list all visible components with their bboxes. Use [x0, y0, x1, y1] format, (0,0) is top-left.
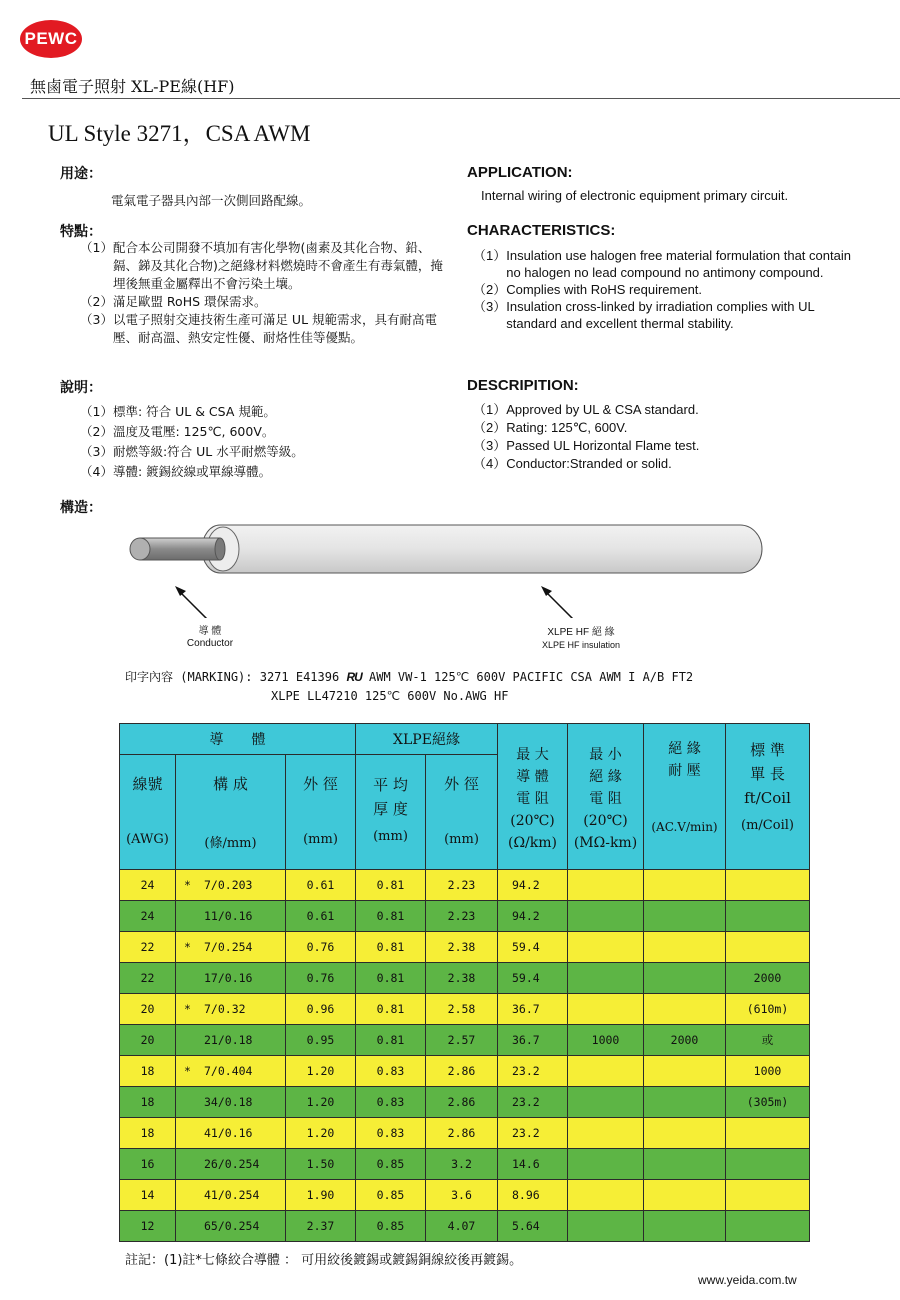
- cell-res: 23.2: [498, 1087, 568, 1118]
- composition-value: 11/0.16: [204, 909, 253, 923]
- table-row: [120, 1056, 810, 1087]
- cell-len: 2000: [726, 963, 810, 994]
- item-text: 配合本公司開發不填加有害化學物(鹵素及其化合物、鉛、鎘、銻及其化合物)之絕緣材料燃燒時不會產生有毒氣體，掩埋後無重金屬釋出不會污染土壤。: [112, 240, 443, 291]
- voltage-header: [644, 724, 726, 870]
- insulation-label-zh: XLPE HF 絕 緣: [547, 627, 615, 638]
- cell-res: 36.7: [498, 1025, 568, 1056]
- cell-ins-od: 2.23: [426, 870, 498, 901]
- characteristic-item-zh: [80, 311, 450, 347]
- cell-awg: 24: [120, 901, 176, 932]
- cell-awg: 20: [120, 1025, 176, 1056]
- cell-awg: 24: [120, 870, 176, 901]
- description-item-zh: [80, 462, 440, 482]
- description-heading-en: DESCRIPITION:: [467, 377, 579, 394]
- cell-awg: 16: [120, 1149, 176, 1180]
- cell-res: 36.7: [498, 994, 568, 1025]
- description-list-zh: [80, 402, 440, 482]
- composition-value: 41/0.16: [204, 1126, 253, 1140]
- item-number: （3）: [473, 299, 507, 314]
- page-title: UL Style 3271，CSA AWM: [48, 121, 311, 146]
- construction-heading: 構造：: [60, 500, 102, 516]
- characteristic-item-zh: [80, 293, 450, 311]
- cell-ins-res: [568, 1087, 644, 1118]
- cell-volt: [644, 1180, 726, 1211]
- marking-label: 印字內容: [125, 670, 174, 684]
- cell-awg: 14: [120, 1180, 176, 1211]
- cell-volt: [644, 963, 726, 994]
- cell-ins-od: 2.86: [426, 1056, 498, 1087]
- item-number: （3）: [80, 444, 113, 459]
- cell-awg: 18: [120, 1056, 176, 1087]
- xlpe-group-header: XLPE絕緣: [356, 724, 498, 755]
- table-row: [120, 901, 810, 932]
- cell-comp: [176, 1087, 286, 1118]
- cell-ins-od: 3.2: [426, 1149, 498, 1180]
- cell-ins-res: [568, 1180, 644, 1211]
- cell-res: 94.2: [498, 870, 568, 901]
- item-text: Approved by UL & CSA standard.: [506, 402, 699, 417]
- standard-length-header: [726, 724, 810, 870]
- table-row: [120, 1149, 810, 1180]
- conductor-label: [170, 626, 250, 650]
- cell-volt: [644, 994, 726, 1025]
- cell-ins-od: 2.57: [426, 1025, 498, 1056]
- header-divider: [22, 98, 900, 99]
- cell-res: 5.64: [498, 1211, 568, 1242]
- characteristic-item-zh: [80, 239, 450, 293]
- cell-thick: 0.83: [356, 1118, 426, 1149]
- cell-awg: 22: [120, 963, 176, 994]
- item-number: （2）: [473, 282, 507, 297]
- application-text-en: Internal wiring of electronic equipment primary circuit.: [481, 188, 789, 203]
- awg-header-unit: (AWG): [126, 832, 169, 847]
- cell-comp: [176, 994, 286, 1025]
- cell-thick: 0.83: [356, 1056, 426, 1087]
- cell-res: 59.4: [498, 963, 568, 994]
- thickness-header: [356, 755, 426, 870]
- application-heading-en: APPLICATION:: [467, 164, 573, 181]
- cell-ins-res: [568, 1056, 644, 1087]
- cell-ins-res: [568, 1118, 644, 1149]
- cell-len: [726, 1149, 810, 1180]
- max-resistance-header: 最 大 導 體 電 阻 (20℃) (Ω/km): [498, 724, 568, 870]
- stranded-marker: *: [184, 1064, 191, 1078]
- cell-awg: 12: [120, 1211, 176, 1242]
- item-number: （1）: [473, 402, 507, 417]
- insulation-arrow-icon: [541, 586, 574, 618]
- composition-value: 17/0.16: [204, 971, 253, 985]
- cell-res: 14.6: [498, 1149, 568, 1180]
- cell-len: [726, 901, 810, 932]
- cell-volt: 2000: [644, 1025, 726, 1056]
- item-number: （2）: [80, 294, 113, 309]
- cell-ins-res: [568, 1211, 644, 1242]
- cell-res: 23.2: [498, 1056, 568, 1087]
- cell-od: 1.90: [286, 1180, 356, 1211]
- item-number: （4）: [80, 464, 113, 479]
- awg-header: [120, 755, 176, 870]
- item-text: 滿足歐盟 RoHS 環保需求。: [112, 294, 267, 309]
- composition-value: 7/0.254: [204, 940, 253, 954]
- insulation-label-en: XLPE HF insulation: [541, 640, 621, 650]
- thickness-header-label: 平 均 厚 度: [373, 776, 408, 818]
- voltage-header-unit: (AC.V/min): [651, 820, 718, 834]
- cell-ins-res: [568, 1149, 644, 1180]
- table-row: [120, 1087, 810, 1118]
- composition-header-unit: (條/mm): [204, 836, 257, 851]
- cell-thick: 0.81: [356, 994, 426, 1025]
- table-row: [120, 1118, 810, 1149]
- composition-value: 26/0.254: [204, 1157, 260, 1171]
- cell-len: [726, 870, 810, 901]
- table-row: [120, 963, 810, 994]
- cable-diagram: [120, 518, 780, 618]
- cell-ins-od: 3.6: [426, 1180, 498, 1211]
- ul-recognized-icon: RU: [346, 670, 362, 684]
- voltage-header-label: 絕 緣 耐 壓: [668, 741, 701, 779]
- cell-len: 或: [726, 1025, 810, 1056]
- item-text: 溫度及電壓: 125℃, 600V。: [112, 424, 275, 439]
- cell-thick: 0.83: [356, 1087, 426, 1118]
- min-insulation-resistance-header: 最 小 絕 緣 電 阻 (20℃) (MΩ-km): [568, 724, 644, 870]
- standard-length-header-label: 標 準 單 長 ft/Coil: [744, 741, 791, 807]
- composition-header: [176, 755, 286, 870]
- stranded-marker: *: [184, 1002, 191, 1016]
- stranded-marker: *: [184, 878, 191, 892]
- marking-text-b: AWM VW-1 125℃ 600V PACIFIC CSA AWM I A/B FT2: [369, 670, 694, 684]
- pewc-logo: PEWC: [20, 20, 82, 58]
- cell-comp: [176, 901, 286, 932]
- cell-comp: [176, 932, 286, 963]
- item-text: 導體: 鍍錫絞線或單線導體。: [112, 464, 272, 479]
- item-number: （1）: [80, 240, 113, 255]
- cell-volt: [644, 1118, 726, 1149]
- table-row: [120, 994, 810, 1025]
- conductor-label-en: Conductor: [186, 638, 234, 649]
- cell-thick: 0.81: [356, 1025, 426, 1056]
- cell-comp: [176, 1149, 286, 1180]
- cell-ins-res: 1000: [568, 1025, 644, 1056]
- cell-comp: [176, 1025, 286, 1056]
- cell-ins-od: 2.38: [426, 963, 498, 994]
- cell-len: (305m): [726, 1087, 810, 1118]
- cell-volt: [644, 870, 726, 901]
- composition-value: 7/0.203: [204, 878, 253, 892]
- characteristics-list-zh: [80, 239, 450, 347]
- cell-volt: [644, 1149, 726, 1180]
- item-number: （1）: [80, 404, 113, 419]
- cell-awg: 18: [120, 1087, 176, 1118]
- cell-len: [726, 1118, 810, 1149]
- cell-od: 1.20: [286, 1056, 356, 1087]
- cell-thick: 0.85: [356, 1211, 426, 1242]
- cell-ins-od: 2.86: [426, 1118, 498, 1149]
- cell-res: 8.96: [498, 1180, 568, 1211]
- application-text-zh: 電氣電子器具內部一次側回路配線。: [111, 193, 312, 208]
- characteristic-item-en: [473, 247, 868, 281]
- conductor-group-header: 導 體: [120, 724, 356, 755]
- table-row: [120, 1211, 810, 1242]
- item-number: （2）: [80, 424, 113, 439]
- cell-thick: 0.81: [356, 901, 426, 932]
- item-text: Insulation cross-linked by irradiation complies with UL standard and excellent thermal stability.: [506, 299, 815, 331]
- description-item-zh: [80, 442, 440, 462]
- cell-awg: 20: [120, 994, 176, 1025]
- item-text: Complies with RoHS requirement.: [506, 282, 703, 297]
- item-number: （2）: [473, 420, 507, 435]
- standard-length-header-unit: (m/Coil): [741, 818, 794, 833]
- insulation-od-header-unit: (mm): [444, 832, 479, 847]
- cell-thick: 0.81: [356, 963, 426, 994]
- page-subtitle: 無鹵電子照射 XL-PE線(HF): [30, 77, 235, 96]
- item-text: Passed UL Horizontal Flame test.: [506, 438, 700, 453]
- cell-len: [726, 1180, 810, 1211]
- characteristics-list-en: [473, 247, 868, 332]
- conductor-shape: [130, 538, 225, 560]
- cell-res: 23.2: [498, 1118, 568, 1149]
- description-item-en: [473, 419, 853, 437]
- cell-res: 59.4: [498, 932, 568, 963]
- cell-od: 1.20: [286, 1118, 356, 1149]
- cell-thick: 0.85: [356, 1149, 426, 1180]
- description-list-en: [473, 401, 853, 473]
- item-number: （4）: [473, 456, 507, 471]
- composition-value: 41/0.254: [204, 1188, 260, 1202]
- composition-header-label: 構 成: [213, 775, 248, 793]
- cell-ins-res: [568, 901, 644, 932]
- cell-volt: [644, 1211, 726, 1242]
- description-item-en: [473, 401, 853, 419]
- item-number: （3）: [80, 312, 113, 327]
- cell-awg: 18: [120, 1118, 176, 1149]
- cell-comp: [176, 1056, 286, 1087]
- characteristics-heading-zh: 特點：: [60, 224, 102, 240]
- cell-od: 0.76: [286, 932, 356, 963]
- cell-comp: [176, 870, 286, 901]
- cell-len: [726, 932, 810, 963]
- awg-header-label: 線號: [132, 775, 163, 793]
- cell-ins-res: [568, 870, 644, 901]
- insulation-shape: [202, 525, 762, 573]
- item-text: 以電子照射交連技術生產可滿足 UL 規範需求，具有耐高電壓、耐高溫、熱安定性優、耐烙性佳等優點。: [112, 312, 438, 345]
- description-item-en: [473, 437, 853, 455]
- cell-thick: 0.85: [356, 1180, 426, 1211]
- cell-od: 0.96: [286, 994, 356, 1025]
- cell-ins-od: 2.86: [426, 1087, 498, 1118]
- cell-volt: [644, 1087, 726, 1118]
- table-row: [120, 1025, 810, 1056]
- cell-ins-od: 2.23: [426, 901, 498, 932]
- cell-comp: [176, 1211, 286, 1242]
- cell-od: 1.50: [286, 1149, 356, 1180]
- table-row: [120, 932, 810, 963]
- conductor-od-header-unit: (mm): [303, 832, 338, 847]
- composition-value: 21/0.18: [204, 1033, 253, 1047]
- cell-od: 0.61: [286, 901, 356, 932]
- composition-value: 7/0.32: [204, 1002, 246, 1016]
- cell-ins-od: 2.38: [426, 932, 498, 963]
- cell-od: 0.61: [286, 870, 356, 901]
- insulation-od-header-label: 外 徑: [444, 775, 479, 793]
- insulation-od-header: [426, 755, 498, 870]
- application-heading-zh: 用途：: [60, 166, 102, 182]
- description-item-zh: [80, 402, 440, 422]
- cell-ins-od: 4.07: [426, 1211, 498, 1242]
- website-url: www.yeida.com.tw: [698, 1273, 797, 1287]
- stranded-marker: *: [184, 940, 191, 954]
- cell-od: 0.95: [286, 1025, 356, 1056]
- description-item-en: [473, 455, 853, 473]
- cell-od: 0.76: [286, 963, 356, 994]
- cell-comp: [176, 1118, 286, 1149]
- cell-ins-res: [568, 963, 644, 994]
- item-text: 耐燃等級:符合 UL 水平耐燃等級。: [112, 444, 304, 459]
- insulation-label: [521, 627, 641, 651]
- cell-len: 1000: [726, 1056, 810, 1087]
- cell-comp: [176, 1180, 286, 1211]
- cell-comp: [176, 963, 286, 994]
- cell-awg: 22: [120, 932, 176, 963]
- table-header-row-1: [120, 724, 810, 755]
- specification-table: [119, 723, 810, 1242]
- composition-value: 7/0.404: [204, 1064, 253, 1078]
- item-text: Insulation use halogen free material formulation that contain no halogen no lead compound no antimony compound.: [506, 248, 851, 280]
- cell-thick: 0.81: [356, 870, 426, 901]
- item-text: Conductor:Stranded or solid.: [506, 456, 672, 471]
- table-row: [120, 1180, 810, 1211]
- marking-text-a: (MARKING): 3271 E41396: [180, 670, 340, 684]
- conductor-label-zh: 導 體: [198, 626, 222, 637]
- cell-len: (610m): [726, 994, 810, 1025]
- conductor-arrow-icon: [175, 586, 208, 618]
- cell-len: [726, 1211, 810, 1242]
- cell-thick: 0.81: [356, 932, 426, 963]
- composition-value: 65/0.254: [204, 1219, 260, 1233]
- item-text: Rating: 125℃, 600V.: [506, 420, 628, 435]
- item-text: 標準: 符合 UL & CSA 規範。: [112, 404, 276, 419]
- cell-od: 1.20: [286, 1087, 356, 1118]
- marking-line-2: XLPE LL47210 125℃ 600V No.AWG HF: [271, 689, 509, 703]
- description-item-zh: [80, 422, 440, 442]
- characteristics-heading-en: CHARACTERISTICS:: [467, 222, 616, 239]
- cell-od: 2.37: [286, 1211, 356, 1242]
- item-number: （3）: [473, 438, 507, 453]
- cell-ins-res: [568, 932, 644, 963]
- thickness-header-unit: (mm): [373, 829, 408, 844]
- characteristic-item-en: [473, 298, 868, 332]
- conductor-od-header: [286, 755, 356, 870]
- description-heading-zh: 說明：: [60, 380, 102, 396]
- composition-value: 34/0.18: [204, 1095, 253, 1109]
- cell-ins-od: 2.58: [426, 994, 498, 1025]
- cell-res: 94.2: [498, 901, 568, 932]
- specification-table-body: [120, 870, 810, 1242]
- table-row: [120, 870, 810, 901]
- item-number: （1）: [473, 248, 507, 263]
- cell-volt: [644, 1056, 726, 1087]
- conductor-od-header-label: 外 徑: [303, 775, 338, 793]
- footnote: 註記：(1)註*七條絞合導體 ： 可用絞後鍍錫或鍍錫銅線絞後再鍍錫。: [125, 1253, 523, 1268]
- cell-ins-res: [568, 994, 644, 1025]
- characteristic-item-en: [473, 281, 868, 298]
- cell-volt: [644, 932, 726, 963]
- marking-line-1: [125, 668, 693, 687]
- cell-volt: [644, 901, 726, 932]
